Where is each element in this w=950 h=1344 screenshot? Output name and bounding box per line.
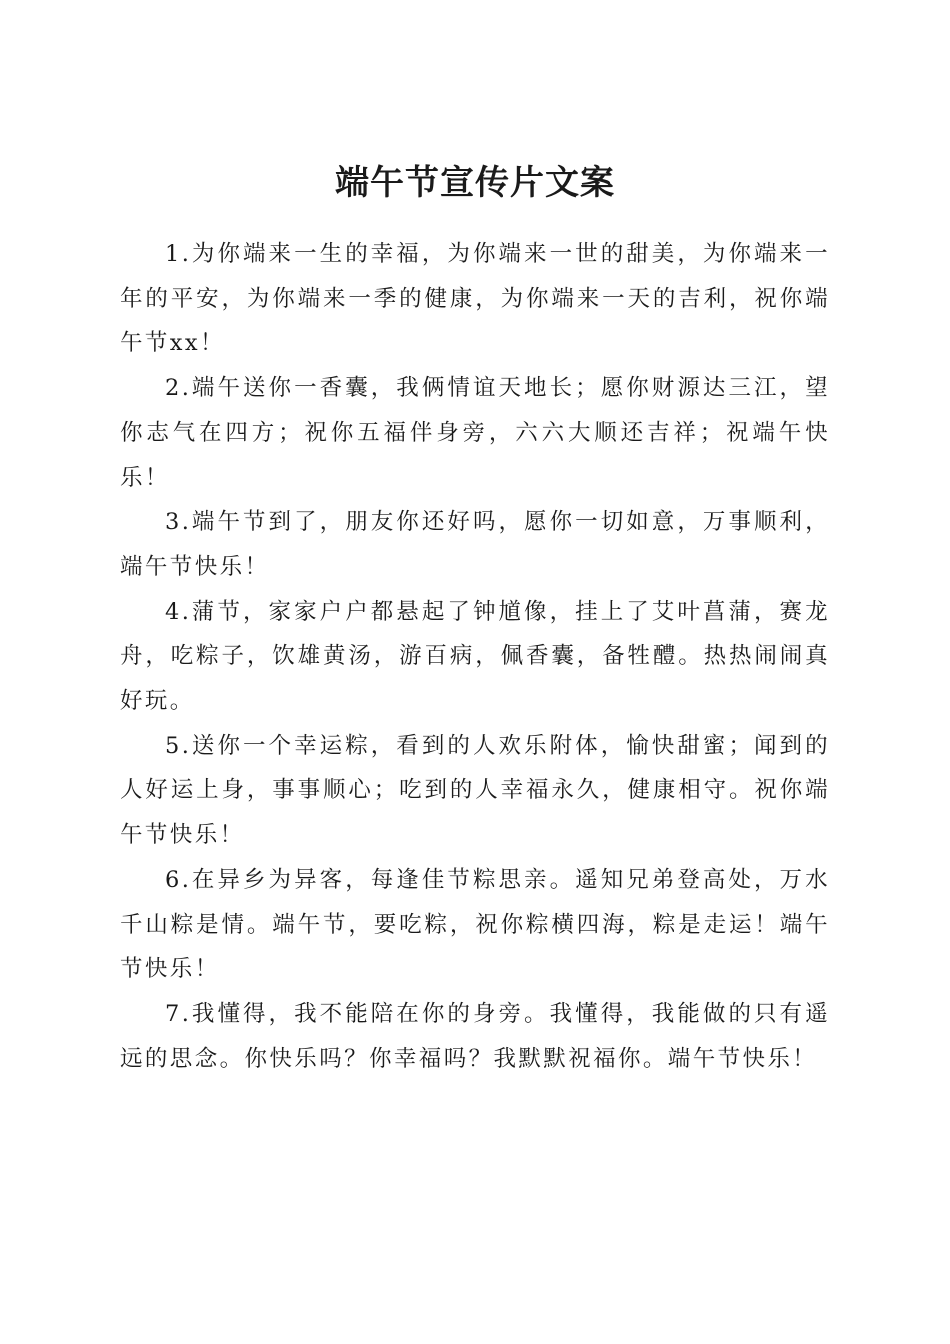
paragraph-6: 6.在异乡为异客，每逢佳节粽思亲。遥知兄弟登高处，万水千山粽是情。端午节，要吃粽，祝你粽横四海，粽是走运！端午节快乐！ bbox=[120, 866, 830, 983]
paragraph-4: 4.蒲节，家家户户都悬起了钟馗像，挂上了艾叶菖蒲，赛龙舟，吃粽子，饮雄黄汤，游百病，佩香囊，备牲醴。热热闹闹真好玩。 bbox=[120, 598, 830, 715]
document-title: 端午节宣传片文案 bbox=[335, 162, 615, 203]
paragraph-1: 1.为你端来一生的幸福，为你端来一世的甜美，为你端来一年的平安，为你端来一季的健康，为你端来一天的吉利，祝你端午节xx！ bbox=[120, 241, 830, 357]
document-body bbox=[120, 232, 830, 1081]
paragraph-7: 7.我懂得，我不能陪在你的身旁。我懂得，我能做的只有遥远的思念。你快乐吗？你幸福吗？我默默祝福你。端午节快乐！ bbox=[120, 1000, 830, 1072]
paragraph-5: 5.送你一个幸运粽，看到的人欢乐附体，愉快甜蜜；闻到的人好运上身，事事顺心；吃到的人幸福永久，健康相守。祝你端午节快乐！ bbox=[120, 732, 830, 849]
paragraph-2: 2.端午送你一香囊，我俩情谊天地长；愿你财源达三江，望你志气在四方；祝你五福伴身旁，六六大顺还吉祥；祝端午快乐！ bbox=[120, 375, 830, 491]
paragraph-3: 3.端午节到了，朋友你还好吗，愿你一切如意，万事顺利，端午节快乐！ bbox=[120, 509, 830, 580]
